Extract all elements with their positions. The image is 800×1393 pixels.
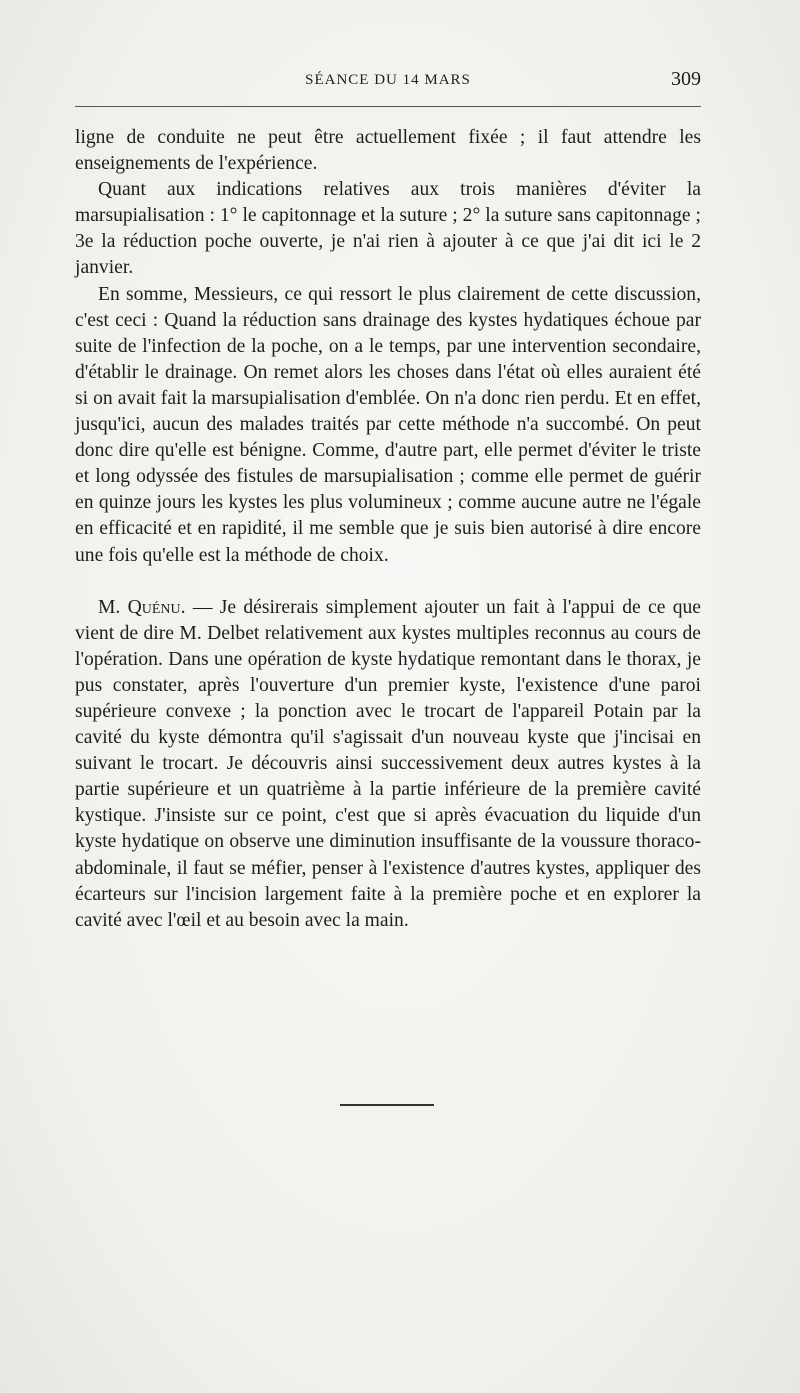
paragraph-indications: Quant aux indications relatives aux trois manières d'éviter la marsupialisation : 1° le capitonnage et la suture ; 2° la suture sans capitonnage ; 3e la réduction poche ouverte, je n'ai rien à ajouter à ce que j'ai dit ici le 2 janvier. [75, 179, 701, 279]
paragraph-quenu [75, 595, 701, 934]
running-title: SÉANCE DU 14 MARS [305, 72, 471, 88]
section-end-rule [340, 1104, 434, 1106]
speaker-remarks: — Je désirerais simplement ajouter un fait à l'appui de ce que vient de dire M. Delbet relativement aux kystes multiples reconnus au cours de l'opération. Dans une opération de kyste hydatique remontant dans le thorax, je pus constater, après l'ouverture d'un premier kyste, l'existence d'une paroi supérieure convexe ; la ponction avec le trocart de l'appareil Potain par la cavité du kyste démontra qu'il s'agissait d'un nouveau kyste que j'incisai en suivant le trocart. Je découvris ainsi successivement deux autres kystes à la partie supérieure et un quatrième à la partie inférieure de la première cavité kystique. J'insiste sur ce point, c'est que si après évacuation du liquide d'un kyste hydatique on observe une diminution insuffisante de la voussure thoraco-abdominale, il faut se méfier, penser à l'existence d'autres kystes, appliquer des écarteurs sur l'incision largement faite à la première poche et en explorer la cavité avec l'œil et au besoin avec la main. [75, 596, 701, 931]
body-text [75, 125, 701, 934]
paragraph-continuation: ligne de conduite ne peut être actuellement fixée ; il faut attendre les enseignements de l'expérience. [75, 127, 701, 175]
paragraph-conclusion: En somme, Messieurs, ce qui ressort le plus clairement de cette discussion, c'est ceci : Quand la réduction sans drainage des kystes hydatiques échoue par suite de l'infection de la poche, on a le temps, par une intervention secondaire, d'établir le drainage. On remet alors les choses dans l'état où elles auraient été si on avait fait la marsupialisation d'emblée. On n'a donc rien perdu. Et en effet, jusqu'ici, aucun des malades traités par cette méthode n'a succombé. On peut donc dire qu'elle est bénigne. Comme, d'autre part, elle permet d'éviter le triste et long odyssée des fistules de marsupialisation ; comme elle permet de guérir en quinze jours les kystes les plus volumineux ; comme aucune autre ne l'égale en efficacité et en rapidité, il me semble que je suis bien autorisé à dire encore une fois qu'elle est la méthode de choix. [75, 283, 701, 566]
running-header [75, 70, 701, 94]
page-number: 309 [671, 68, 701, 90]
header-rule [75, 106, 701, 107]
speaker-name: M. Quénu. [98, 596, 186, 618]
